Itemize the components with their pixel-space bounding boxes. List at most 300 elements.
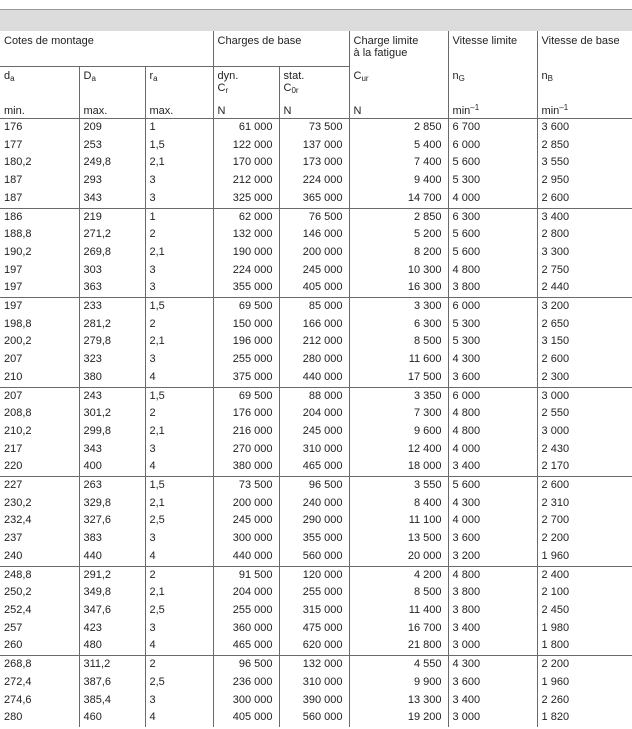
table-row	[0, 387, 632, 405]
cell-Cr: 300 000	[213, 530, 279, 548]
cell-ra: 2,1	[145, 154, 213, 172]
cell-C0r: 120 000	[279, 566, 349, 584]
cell-da: 232,4	[4, 514, 32, 527]
cell-Cur: 4 550	[349, 656, 448, 674]
cell-nG: 4 800	[448, 262, 537, 280]
cell-nG: 4 300	[448, 495, 537, 513]
cell-Da: 343	[79, 190, 145, 208]
cell-Da: 281,2	[79, 316, 145, 334]
cell-C0r: 200 000	[279, 244, 349, 262]
cell-Cur: 19 200	[349, 709, 448, 727]
cell-C0r: 405 000	[279, 279, 349, 297]
cell-C0r: 560 000	[279, 548, 349, 566]
unit-min: min.	[0, 100, 79, 119]
cell-nG: 4 000	[448, 512, 537, 530]
cell-Cur: 9 400	[349, 172, 448, 190]
cell-nB: 2 430	[537, 441, 632, 459]
cell-Da: 460	[79, 709, 145, 727]
unit-N-Cur: N	[349, 100, 448, 119]
cell-C0r: 85 000	[279, 298, 349, 316]
cell-Cur: 5 200	[349, 226, 448, 244]
cell-ra: 3	[145, 190, 213, 208]
cell-ra: 2,1	[145, 333, 213, 351]
table-row	[0, 620, 632, 638]
cell-da: 280	[4, 711, 23, 724]
cell-nB: 1 800	[537, 637, 632, 655]
cell-nB: 2 950	[537, 172, 632, 190]
cell-nB: 2 550	[537, 405, 632, 423]
cell-nG: 4 300	[448, 351, 537, 369]
cell-da: 260	[0, 637, 79, 655]
top-margin	[0, 0, 632, 9]
cell-da: 240	[0, 548, 79, 566]
cell-C0r: 315 000	[279, 602, 349, 620]
cell-Cr: 96 500	[213, 656, 279, 674]
cell-Cur: 11 600	[349, 351, 448, 369]
table-row	[0, 530, 632, 548]
cell-nB: 2 400	[537, 566, 632, 584]
cell-nB: 2 600	[537, 351, 632, 369]
cell-Cur: 8 200	[349, 244, 448, 262]
cell-nB: 1 820	[537, 709, 632, 727]
cell-ra: 3	[145, 620, 213, 638]
cell-C0r: 475 000	[279, 620, 349, 638]
cell-nB: 2 850	[537, 137, 632, 155]
cell-C0r: 390 000	[279, 692, 349, 710]
table-row	[0, 674, 632, 692]
cell-Cur: 3 300	[349, 298, 448, 316]
cell-da: 257	[4, 621, 23, 634]
cell-Cr: 405 000	[213, 709, 279, 727]
cell-Cr: 212 000	[213, 172, 279, 190]
cell-ra: 2,1	[145, 584, 213, 602]
cell-nB: 3 200	[537, 298, 632, 316]
cell-C0r: 173 000	[279, 154, 349, 172]
cell-da: 207	[4, 389, 23, 402]
symbol-Cr: dyn. $C_r$	[213, 67, 279, 101]
cell-Da: 233	[79, 298, 145, 316]
cell-nB: 1 960	[537, 674, 632, 692]
cell-Da: 249,8	[79, 154, 145, 172]
cell-Cr: 176 000	[213, 405, 279, 423]
cell-C0r: 88 000	[279, 387, 349, 405]
cell-Da: 327,6	[79, 512, 145, 530]
table-row	[0, 208, 632, 226]
symbol-C0r: stat. $C_{0r}$	[279, 67, 349, 101]
cell-Cur: 7 400	[349, 154, 448, 172]
cell-Cr: 73 500	[213, 477, 279, 495]
cell-Da: 343	[79, 441, 145, 459]
cell-C0r: 166 000	[279, 316, 349, 334]
cell-Cur: 8 500	[349, 584, 448, 602]
cell-nG: 3 800	[448, 584, 537, 602]
cell-Cur: 13 500	[349, 530, 448, 548]
cell-ra: 1,5	[145, 298, 213, 316]
cell-da: 198,8	[4, 317, 32, 330]
cell-nB: 2 200	[537, 656, 632, 674]
cell-nG: 3 000	[448, 709, 537, 727]
cell-da: 208,8	[4, 407, 32, 420]
cell-C0r: 310 000	[279, 441, 349, 459]
cell-nB: 2 450	[537, 602, 632, 620]
cell-ra: 2,5	[145, 602, 213, 620]
cell-da: 187	[4, 174, 23, 187]
cell-da: 200,2	[4, 335, 32, 348]
cell-Da: 291,2	[79, 566, 145, 584]
cell-Da: 363	[79, 279, 145, 297]
table-row	[0, 262, 632, 280]
cell-da: 207	[4, 353, 23, 366]
cell-C0r: 280 000	[279, 351, 349, 369]
cell-Cr: 122 000	[213, 137, 279, 155]
header-speed-base: Vitesse de base	[537, 31, 632, 67]
cell-Cur: 12 400	[349, 441, 448, 459]
header-speed-limit: Vitesse limite	[448, 31, 537, 67]
table-row	[0, 656, 632, 674]
cell-Cr: 91 500	[213, 566, 279, 584]
cell-da: 188,8	[4, 228, 32, 241]
cell-Da: 440	[79, 548, 145, 566]
cell-nG: 3 600	[448, 369, 537, 387]
cell-Cr: 190 000	[213, 244, 279, 262]
cell-nB: 3 600	[537, 119, 632, 137]
cell-da: 197	[4, 263, 23, 276]
table-title-bar	[0, 9, 632, 31]
cell-Cur: 13 300	[349, 692, 448, 710]
cell-nB: 3 400	[537, 208, 632, 226]
cell-nB: 3 000	[537, 423, 632, 441]
table-row	[0, 405, 632, 423]
table-row	[0, 692, 632, 710]
cell-Cur: 16 700	[349, 620, 448, 638]
cell-nB: 1 980	[537, 620, 632, 638]
cell-C0r: 365 000	[279, 190, 349, 208]
header-fatigue-line1: Charge limite	[353, 35, 419, 47]
cell-nB: 3 300	[537, 244, 632, 262]
cell-Cur: 3 350	[349, 387, 448, 405]
table-row	[0, 226, 632, 244]
cell-Da: 400	[79, 458, 145, 476]
cell-C0r: 255 000	[279, 584, 349, 602]
table-row	[0, 458, 632, 476]
cell-C0r: 137 000	[279, 137, 349, 155]
cell-nG: 4 800	[448, 566, 537, 584]
cell-Da: 301,2	[79, 405, 145, 423]
cell-nG: 3 000	[448, 637, 537, 655]
table-row	[0, 316, 632, 334]
cell-C0r: 240 000	[279, 495, 349, 513]
cell-Cr: 360 000	[213, 620, 279, 638]
table-row	[0, 495, 632, 513]
cell-Cur: 9 600	[349, 423, 448, 441]
cell-Da: 385,4	[79, 692, 145, 710]
cell-nG: 6 300	[448, 208, 537, 226]
cell-nG: 3 800	[448, 602, 537, 620]
cell-Cr: 255 000	[213, 602, 279, 620]
cell-nB: 3 000	[537, 387, 632, 405]
cell-Da: 253	[79, 137, 145, 155]
header-fatigue-limit	[349, 31, 448, 67]
cell-ra: 3	[145, 441, 213, 459]
cell-nG: 3 400	[448, 692, 537, 710]
cell-nG: 5 600	[448, 226, 537, 244]
cell-ra: 1,5	[145, 477, 213, 495]
cell-nG: 6 000	[448, 387, 537, 405]
cell-nB: 2 170	[537, 458, 632, 476]
cell-Cur: 7 300	[349, 405, 448, 423]
cell-Cur: 11 100	[349, 512, 448, 530]
cell-nB: 2 300	[537, 369, 632, 387]
cell-Cur: 11 400	[349, 602, 448, 620]
cell-C0r: 620 000	[279, 637, 349, 655]
cell-da: 274,6	[4, 693, 32, 706]
cell-da: 248,8	[4, 568, 32, 581]
cell-da: 187	[0, 190, 79, 208]
cell-C0r: 76 500	[279, 208, 349, 226]
cell-Cur: 2 850	[349, 119, 448, 137]
symbol-nB: $n_B$	[537, 67, 632, 101]
table-row	[0, 190, 632, 208]
cell-Da: 263	[79, 477, 145, 495]
cell-Da: 293	[79, 172, 145, 190]
header-symbol-row	[0, 67, 632, 101]
cell-Da: 311,2	[79, 656, 145, 674]
cell-da: 230,2	[4, 496, 32, 509]
cell-C0r: 290 000	[279, 512, 349, 530]
cell-C0r: 73 500	[279, 119, 349, 137]
table-row	[0, 244, 632, 262]
cell-da: 268,8	[4, 658, 32, 671]
cell-Cr: 355 000	[213, 279, 279, 297]
cell-Cr: 204 000	[213, 584, 279, 602]
cell-C0r: 146 000	[279, 226, 349, 244]
cell-Cr: 380 000	[213, 458, 279, 476]
table-row	[0, 566, 632, 584]
cell-ra: 3	[145, 279, 213, 297]
cell-ra: 2,1	[145, 244, 213, 262]
cell-Cur: 14 700	[349, 190, 448, 208]
cell-da: 210,2	[4, 424, 32, 437]
cell-Cr: 62 000	[213, 208, 279, 226]
cell-Cr: 270 000	[213, 441, 279, 459]
table-row	[0, 154, 632, 172]
cell-Cur: 18 000	[349, 458, 448, 476]
cell-da: 250,2	[4, 586, 32, 599]
header-mounting-dimensions: Cotes de montage	[4, 35, 94, 47]
table-row	[0, 369, 632, 387]
cell-Da: 380	[79, 369, 145, 387]
table-row	[0, 172, 632, 190]
cell-nB: 2 100	[537, 584, 632, 602]
cell-ra: 1	[145, 119, 213, 137]
cell-ra: 2	[145, 316, 213, 334]
unit-rpm-nB: $\min^{-1}$	[537, 100, 632, 119]
cell-Da: 299,8	[79, 423, 145, 441]
cell-da: 272,4	[4, 675, 32, 688]
cell-nB: 2 800	[537, 226, 632, 244]
header-basic-loads: Charges de base	[213, 31, 349, 67]
cell-C0r: 204 000	[279, 405, 349, 423]
cell-nB: 2 260	[537, 692, 632, 710]
cell-Cur: 20 000	[349, 548, 448, 566]
unit-max-ra: max.	[145, 100, 213, 119]
cell-nG: 4 300	[448, 656, 537, 674]
table-row	[0, 602, 632, 620]
cell-Da: 219	[79, 208, 145, 226]
cell-nB: 2 600	[537, 477, 632, 495]
cell-C0r: 96 500	[279, 477, 349, 495]
cell-Cr: 245 000	[213, 512, 279, 530]
symbol-Cur: $C_{ur}$	[349, 67, 448, 101]
unit-rpm-nG: $\min^{-1}$	[448, 100, 537, 119]
cell-Da: 279,8	[79, 333, 145, 351]
bearing-data-table	[0, 31, 632, 727]
cell-C0r: 224 000	[279, 172, 349, 190]
cell-ra: 1	[145, 208, 213, 226]
cell-nG: 3 400	[448, 620, 537, 638]
cell-ra: 1,5	[145, 387, 213, 405]
cell-Cr: 69 500	[213, 387, 279, 405]
cell-nG: 3 800	[448, 279, 537, 297]
cell-Cr: 69 500	[213, 298, 279, 316]
table-row	[0, 637, 632, 655]
cell-nB: 2 750	[537, 262, 632, 280]
cell-nG: 4 800	[448, 423, 537, 441]
unit-N-C0r: N	[279, 100, 349, 119]
cell-C0r: 212 000	[279, 333, 349, 351]
cell-nB: 2 700	[537, 512, 632, 530]
cell-C0r: 245 000	[279, 423, 349, 441]
cell-ra: 3	[145, 692, 213, 710]
cell-ra: 1,5	[145, 137, 213, 155]
cell-C0r: 560 000	[279, 709, 349, 727]
cell-ra: 4	[145, 548, 213, 566]
table-row	[0, 548, 632, 566]
cell-da: 217	[4, 442, 23, 455]
cell-Cur: 3 550	[349, 477, 448, 495]
cell-Cur: 16 300	[349, 279, 448, 297]
cell-C0r: 355 000	[279, 530, 349, 548]
cell-Cur: 4 200	[349, 566, 448, 584]
cell-ra: 2	[145, 656, 213, 674]
cell-nG: 5 300	[448, 316, 537, 334]
cell-nB: 2 600	[537, 190, 632, 208]
cell-da: 197	[0, 279, 79, 297]
cell-da: 176	[4, 121, 23, 133]
cell-nG: 3 400	[448, 458, 537, 476]
cell-nG: 3 600	[448, 530, 537, 548]
table-row	[0, 279, 632, 297]
cell-nB: 2 440	[537, 279, 632, 297]
cell-C0r: 245 000	[279, 262, 349, 280]
cell-Cr: 150 000	[213, 316, 279, 334]
cell-C0r: 132 000	[279, 656, 349, 674]
cell-nG: 5 600	[448, 477, 537, 495]
cell-da: 180,2	[4, 156, 32, 169]
cell-Cr: 196 000	[213, 333, 279, 351]
header-unit-row	[0, 100, 632, 119]
cell-Cr: 236 000	[213, 674, 279, 692]
cell-da: 237	[4, 532, 23, 545]
table-row	[0, 477, 632, 495]
cell-da: 252,4	[4, 603, 32, 616]
cell-nG: 4 000	[448, 441, 537, 459]
header-fatigue-line2: à la fatigue	[353, 47, 408, 59]
cell-ra: 2,1	[145, 495, 213, 513]
cell-Cur: 2 850	[349, 208, 448, 226]
cell-Cur: 17 500	[349, 369, 448, 387]
cell-Cr: 325 000	[213, 190, 279, 208]
cell-ra: 4	[145, 709, 213, 727]
cell-Cur: 8 500	[349, 333, 448, 351]
table-row	[0, 423, 632, 441]
cell-Cur: 21 800	[349, 637, 448, 655]
cell-da: 227	[4, 479, 23, 492]
cell-Cur: 9 900	[349, 674, 448, 692]
cell-ra: 2,1	[145, 423, 213, 441]
cell-da: 190,2	[4, 245, 32, 258]
cell-ra: 4	[145, 637, 213, 655]
cell-Cr: 255 000	[213, 351, 279, 369]
cell-Da: 303	[79, 262, 145, 280]
symbol-da: $d_a$	[0, 67, 79, 101]
cell-da: 197	[4, 300, 23, 313]
cell-Cur: 6 300	[349, 316, 448, 334]
cell-C0r: 465 000	[279, 458, 349, 476]
table-row	[0, 333, 632, 351]
cell-nB: 3 550	[537, 154, 632, 172]
cell-Cur: 5 400	[349, 137, 448, 155]
cell-ra: 3	[145, 172, 213, 190]
cell-Da: 329,8	[79, 495, 145, 513]
cell-ra: 2,5	[145, 512, 213, 530]
header-group-row	[0, 31, 632, 67]
cell-Da: 347,6	[79, 602, 145, 620]
cell-ra: 2,5	[145, 674, 213, 692]
cell-Da: 243	[79, 387, 145, 405]
cell-nB: 2 310	[537, 495, 632, 513]
cell-nG: 6 000	[448, 298, 537, 316]
cell-nB: 1 960	[537, 548, 632, 566]
cell-Cr: 170 000	[213, 154, 279, 172]
cell-nG: 5 600	[448, 244, 537, 262]
cell-ra: 4	[145, 369, 213, 387]
symbol-nG: $n_G$	[448, 67, 537, 101]
cell-Cr: 200 000	[213, 495, 279, 513]
cell-Da: 349,8	[79, 584, 145, 602]
cell-da: 177	[4, 138, 23, 151]
table-row	[0, 512, 632, 530]
table-row	[0, 584, 632, 602]
cell-Da: 269,8	[79, 244, 145, 262]
unit-N-Cr: N	[213, 100, 279, 119]
cell-Cr: 216 000	[213, 423, 279, 441]
cell-da: 220	[0, 458, 79, 476]
cell-ra: 3	[145, 530, 213, 548]
cell-ra: 4	[145, 458, 213, 476]
cell-nG: 6 700	[448, 119, 537, 137]
cell-Da: 323	[79, 351, 145, 369]
table-row	[0, 137, 632, 155]
cell-nG: 4 000	[448, 190, 537, 208]
cell-nB: 2 650	[537, 316, 632, 334]
cell-nG: 5 600	[448, 154, 537, 172]
cell-Cr: 224 000	[213, 262, 279, 280]
unit-max-Da: max.	[79, 100, 145, 119]
cell-Cr: 132 000	[213, 226, 279, 244]
cell-ra: 3	[145, 351, 213, 369]
cell-ra: 2	[145, 226, 213, 244]
